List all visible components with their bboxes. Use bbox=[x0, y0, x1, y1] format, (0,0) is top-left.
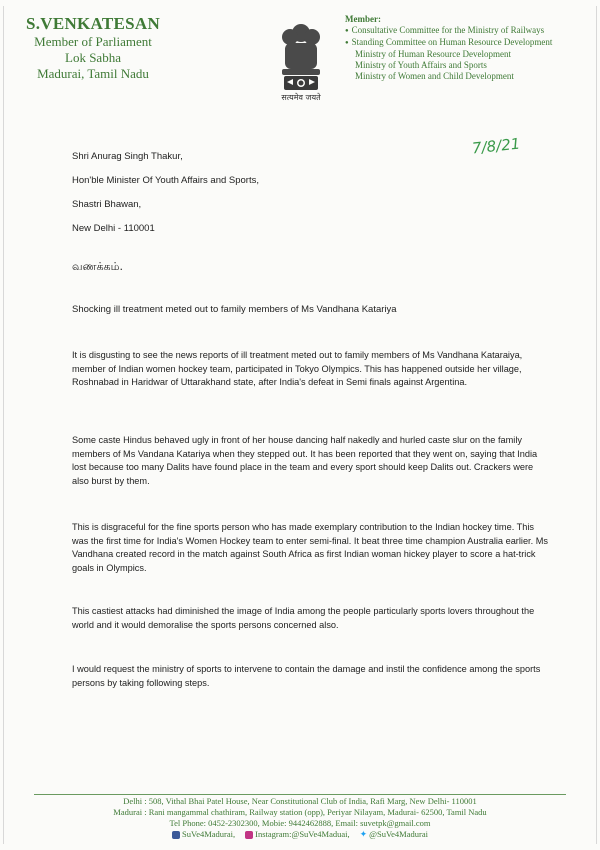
twitter-handle: @SuVe4Madurai bbox=[369, 829, 428, 839]
sender-constituency: Madurai, Tamil Nadu bbox=[37, 66, 149, 81]
committee-item: ● Standing Committee on Human Resource Development bbox=[345, 37, 595, 49]
footer-madurai-address: Madurai : Rani mangammal chathiram, Railway station (opp), Periyar Nilayam, Madurai- 62500, Tamil Nadu bbox=[113, 807, 487, 817]
ministry-item: Ministry of Youth Affairs and Sports bbox=[355, 60, 487, 70]
committee-item: ● Consultative Committee for the Ministry of Railways bbox=[345, 25, 595, 37]
body-paragraph: Some caste Hindus behaved ugly in front of her house dancing half nakedly and hurled caste slur on the family members of Ms Vandana Katariya when they stepped out. It has been reported that they went on, saying that India lost because too many Dalits have found place in the team and every sport should keep Dalits out. Crackers were also burst by them. bbox=[72, 435, 538, 486]
page-edge bbox=[3, 6, 597, 844]
body-paragraph: It is disgusting to see the news reports of ill treatment meted out to family members of Ms Vandhana Kataraiya, member of Indian women hockey team, participated in Tokyo Olympics. This has happened outside her village, Roshnabad in Haridwar of Uttarakhand state, after India's defeat in Semi finals against Argentina. bbox=[72, 350, 523, 387]
committee-memberships bbox=[345, 14, 595, 82]
body-paragraph: This is disgraceful for the fine sports person who has made exemplary contribution to the Indian hockey time. This was the first time for India's Women Hockey team to enter semi-final. It beat three time champion Australia earlier. Ms Vandhana created record in the match against South Africa as first Indian woman hickey player to score a hat-trick goals in Olympics. bbox=[72, 522, 548, 573]
footer-contact: Tel Phone: 0452-2302300, Mobie: 9442462888, Email: suvetpk@gmail.com bbox=[169, 818, 431, 828]
footer-social-links bbox=[172, 829, 428, 840]
emblem-motto: सत्यमेव जयते bbox=[281, 93, 321, 102]
sender-title: Member of Parliament bbox=[34, 34, 152, 49]
facebook-icon bbox=[172, 831, 180, 839]
ministry-item: Ministry of Women and Child Development bbox=[355, 71, 514, 81]
body-paragraph: I would request the ministry of sports to intervene to contain the damage and instil the confidence among the sports persons by taking following steps. bbox=[72, 664, 541, 688]
addressee-city: New Delhi - 110001 bbox=[72, 223, 155, 234]
letterhead-sender bbox=[18, 14, 168, 82]
letterhead-footer bbox=[34, 796, 566, 842]
addressee-name: Shri Anurag Singh Thakur, bbox=[72, 151, 183, 162]
national-emblem-icon bbox=[270, 14, 332, 104]
facebook-handle: SuVe4Madurai, bbox=[182, 829, 236, 839]
footer-delhi-address: Delhi : 508, Vithal Bhai Patel House, Near Constitutional Club of India, Rafi Marg, New Delhi- 110001 bbox=[123, 796, 477, 806]
ministry-item: Ministry of Human Resource Development bbox=[355, 49, 511, 59]
footer-divider bbox=[34, 794, 566, 795]
addressee-title: Hon'ble Minister Of Youth Affairs and Sports, bbox=[72, 175, 259, 186]
sender-name: S.VENKATESAN bbox=[25, 14, 161, 33]
instagram-handle: Instagram:@SuVe4Maduai, bbox=[255, 829, 350, 839]
sender-house: Lok Sabha bbox=[65, 50, 121, 65]
facebook-link[interactable] bbox=[172, 829, 235, 840]
addressee-office: Shastri Bhawan, bbox=[72, 199, 142, 210]
twitter-icon: ✦ bbox=[359, 829, 368, 839]
instagram-icon bbox=[245, 831, 253, 839]
twitter-link[interactable] bbox=[360, 829, 428, 840]
body-paragraph: This castiest attacks had diminished the image of India among the people particularly sports lovers throughout the world and it would demoralise the sports persons concerned also. bbox=[72, 606, 535, 630]
handwritten-date: 7/8/21 bbox=[471, 134, 522, 158]
instagram-link[interactable] bbox=[245, 829, 349, 840]
addressee-block bbox=[72, 150, 259, 246]
subject-line: Shocking ill treatment meted out to family members of Ms Vandhana Katariya bbox=[72, 304, 397, 315]
greeting: வணக்கம். bbox=[72, 260, 123, 273]
member-label: Member: bbox=[345, 14, 381, 24]
